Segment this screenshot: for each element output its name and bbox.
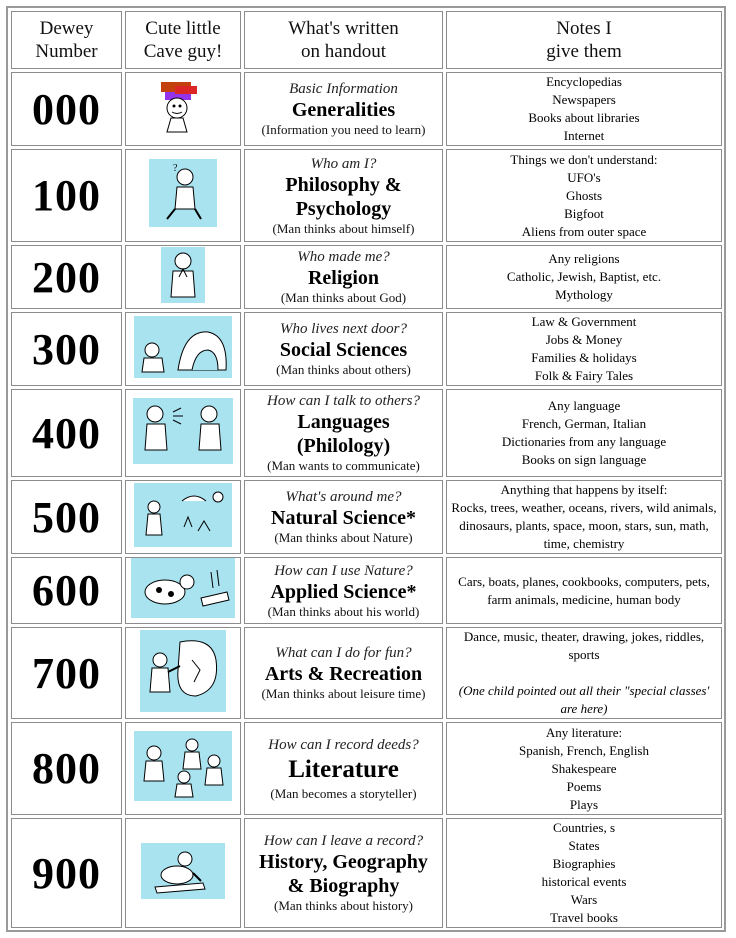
picture-cell bbox=[125, 312, 241, 386]
subject-description: (Man thinks about history) bbox=[273, 898, 413, 913]
subject-title: Religion bbox=[307, 267, 380, 289]
dewey-number: 600 bbox=[11, 557, 122, 624]
note-item: Biographies bbox=[552, 856, 616, 871]
guiding-question: How can I talk to others? bbox=[267, 393, 420, 409]
handout-cell bbox=[244, 389, 443, 477]
subject-description: (Man thinks about his world) bbox=[267, 603, 420, 619]
dewey-table bbox=[8, 8, 725, 931]
note-item: Spanish, French, English bbox=[519, 742, 649, 758]
table-row bbox=[11, 818, 722, 928]
subject-title: Generalities bbox=[291, 99, 396, 121]
caveman-nature-icon bbox=[134, 483, 232, 547]
header-row bbox=[11, 11, 722, 69]
table-row bbox=[11, 557, 722, 624]
note-item: Families & holidays bbox=[531, 350, 637, 365]
handout-cell bbox=[244, 722, 443, 815]
dewey-number: 900 bbox=[11, 818, 122, 928]
handout-cell bbox=[244, 627, 443, 719]
subject-title: Arts & Recreation bbox=[264, 663, 423, 685]
picture-cell bbox=[125, 557, 241, 624]
guiding-question: Who am I? bbox=[310, 155, 377, 172]
praying-caveman-icon bbox=[161, 247, 205, 303]
note-item: Travel books bbox=[550, 910, 618, 925]
note-item: French, German, Italian bbox=[521, 416, 647, 431]
note-item: Books on sign language bbox=[521, 452, 647, 467]
storyteller-cavemen-icon bbox=[134, 731, 232, 801]
caveman-tools-icon bbox=[131, 558, 235, 618]
note-item: Cars, boats, planes, cookbooks, computers, pets, farm animals, medicine, human body bbox=[458, 573, 710, 607]
guiding-question: Who made me? bbox=[297, 249, 390, 265]
picture-cell bbox=[125, 245, 241, 309]
header-notes: Notes I give them bbox=[446, 11, 722, 69]
picture-cell bbox=[125, 72, 241, 146]
note-item: Things we don't understand: bbox=[510, 151, 658, 167]
notes-cell bbox=[446, 627, 722, 719]
subject-title: History, Geography bbox=[259, 851, 428, 873]
note-item: Bigfoot bbox=[564, 205, 604, 221]
subject-description: (Information you need to learn) bbox=[261, 122, 426, 137]
subject-title: Natural Science* bbox=[271, 507, 416, 529]
subject-title-line2: (Philology) bbox=[296, 435, 391, 457]
dewey-number: 200 bbox=[11, 245, 122, 309]
svg-text:?: ? bbox=[173, 163, 178, 174]
subject-title: Applied Science* bbox=[270, 580, 417, 603]
note-item: Newspapers bbox=[552, 92, 616, 107]
subject-description: (Man thinks about God) bbox=[280, 290, 407, 305]
dewey-number: 700 bbox=[11, 627, 122, 719]
handout-cell bbox=[244, 312, 443, 386]
note-item: Law & Government bbox=[531, 314, 637, 329]
dewey-number: 400 bbox=[11, 389, 122, 477]
guiding-question: What can I do for fun? bbox=[275, 645, 412, 661]
subject-title: Languages bbox=[297, 411, 390, 433]
table-row bbox=[11, 480, 722, 554]
picture-cell bbox=[125, 627, 241, 719]
note-item: States bbox=[568, 838, 600, 853]
subject-description: (Man becomes a storyteller) bbox=[270, 785, 417, 801]
note-item: Shakespeare bbox=[551, 760, 617, 776]
cave-neighbors-icon bbox=[134, 316, 232, 378]
thinking-caveman-icon bbox=[149, 159, 217, 227]
dewey-number: 000 bbox=[11, 72, 122, 146]
table-row bbox=[11, 72, 722, 146]
note-item: Catholic, Jewish, Baptist, etc. bbox=[506, 269, 662, 284]
handout-cell bbox=[244, 245, 443, 309]
table-row bbox=[11, 722, 722, 815]
notes-cell bbox=[446, 722, 722, 815]
reading-caveman-icon bbox=[153, 78, 213, 141]
note-item: Dictionaries from any language bbox=[501, 434, 667, 449]
subject-title: Literature bbox=[288, 755, 399, 783]
note-item: Any language bbox=[547, 398, 621, 413]
note-item: Countries, s bbox=[552, 820, 616, 835]
notes-cell bbox=[446, 149, 722, 242]
note-item: Anything that happens by itself: bbox=[500, 482, 668, 497]
note-item: Any religions bbox=[548, 251, 620, 266]
picture-cell bbox=[125, 722, 241, 815]
notes-cell bbox=[446, 480, 722, 554]
notes-cell bbox=[446, 557, 722, 624]
handout-cell bbox=[244, 72, 443, 146]
table-row bbox=[11, 389, 722, 477]
guiding-question: How can I use Nature? bbox=[274, 562, 413, 579]
note-item: Ghosts bbox=[565, 187, 603, 203]
cave-painter-icon bbox=[140, 630, 226, 712]
dewey-number: 100 bbox=[11, 149, 122, 242]
subject-title: Social Sciences bbox=[279, 339, 408, 361]
note-item: Encyclopedias bbox=[546, 74, 622, 89]
guiding-question: Who lives next door? bbox=[279, 321, 408, 337]
handout-cell bbox=[244, 149, 443, 242]
note-item: Poems bbox=[566, 778, 602, 794]
handout-cell bbox=[244, 480, 443, 554]
picture-cell bbox=[125, 149, 241, 242]
note-item: Any literature: bbox=[545, 724, 623, 740]
note-item: Rocks, trees, weather, oceans, rivers, wild animals, dinosaurs, plants, space, moon, stars, sun, math, time, chemistry bbox=[451, 500, 717, 551]
guiding-question: How can I record deeds? bbox=[268, 736, 419, 753]
note-item: Wars bbox=[570, 892, 598, 907]
handout-cell bbox=[244, 557, 443, 624]
table-row bbox=[11, 149, 722, 242]
note-aside: (One child pointed out all their "special classes' are here) bbox=[458, 683, 710, 716]
note-item: Mythology bbox=[555, 287, 613, 302]
note-item: Folk & Fairy Tales bbox=[534, 368, 634, 383]
notes-cell bbox=[446, 389, 722, 477]
note-item: Books about libraries bbox=[528, 110, 640, 125]
dewey-number: 500 bbox=[11, 480, 122, 554]
note-item: historical events bbox=[541, 874, 627, 889]
dewey-number: 300 bbox=[11, 312, 122, 386]
dewey-number: 800 bbox=[11, 722, 122, 815]
table-row bbox=[11, 245, 722, 309]
subject-description: (Man thinks about himself) bbox=[272, 220, 415, 236]
note-item: Dance, music, theater, drawing, jokes, riddles, sports bbox=[463, 629, 705, 662]
writing-caveman-icon bbox=[141, 843, 225, 899]
dewey-decimal-chart bbox=[6, 6, 726, 932]
notes-cell bbox=[446, 818, 722, 928]
picture-cell bbox=[125, 389, 241, 477]
note-item: UFO's bbox=[567, 169, 601, 185]
header-dewey: Dewey Number bbox=[11, 11, 122, 69]
subject-title: Philosophy & bbox=[285, 173, 402, 196]
subject-description: (Man thinks about leisure time) bbox=[261, 686, 426, 701]
note-item: Internet bbox=[563, 128, 605, 143]
notes-cell bbox=[446, 312, 722, 386]
guiding-question: Basic Information bbox=[289, 81, 398, 97]
subject-title-line2: Psychology bbox=[295, 197, 392, 220]
note-item: Jobs & Money bbox=[545, 332, 623, 347]
header-cave-guy: Cute little Cave guy! bbox=[125, 11, 241, 69]
subject-title-line2: & Biography bbox=[287, 875, 400, 897]
subject-description: (Man thinks about Nature) bbox=[274, 530, 413, 545]
guiding-question: What's around me? bbox=[285, 489, 402, 505]
table-row bbox=[11, 312, 722, 386]
notes-cell bbox=[446, 72, 722, 146]
subject-description: (Man wants to communicate) bbox=[267, 458, 420, 473]
handout-cell bbox=[244, 818, 443, 928]
talking-cavemen-icon bbox=[133, 398, 233, 464]
picture-cell bbox=[125, 480, 241, 554]
notes-cell bbox=[446, 245, 722, 309]
header-handout: What's written on handout bbox=[244, 11, 443, 69]
picture-cell bbox=[125, 818, 241, 928]
subject-description: (Man thinks about others) bbox=[276, 362, 411, 377]
guiding-question: How can I leave a record? bbox=[263, 833, 424, 849]
table-row bbox=[11, 627, 722, 719]
note-item: Plays bbox=[569, 796, 599, 812]
note-item: Aliens from outer space bbox=[521, 223, 647, 239]
